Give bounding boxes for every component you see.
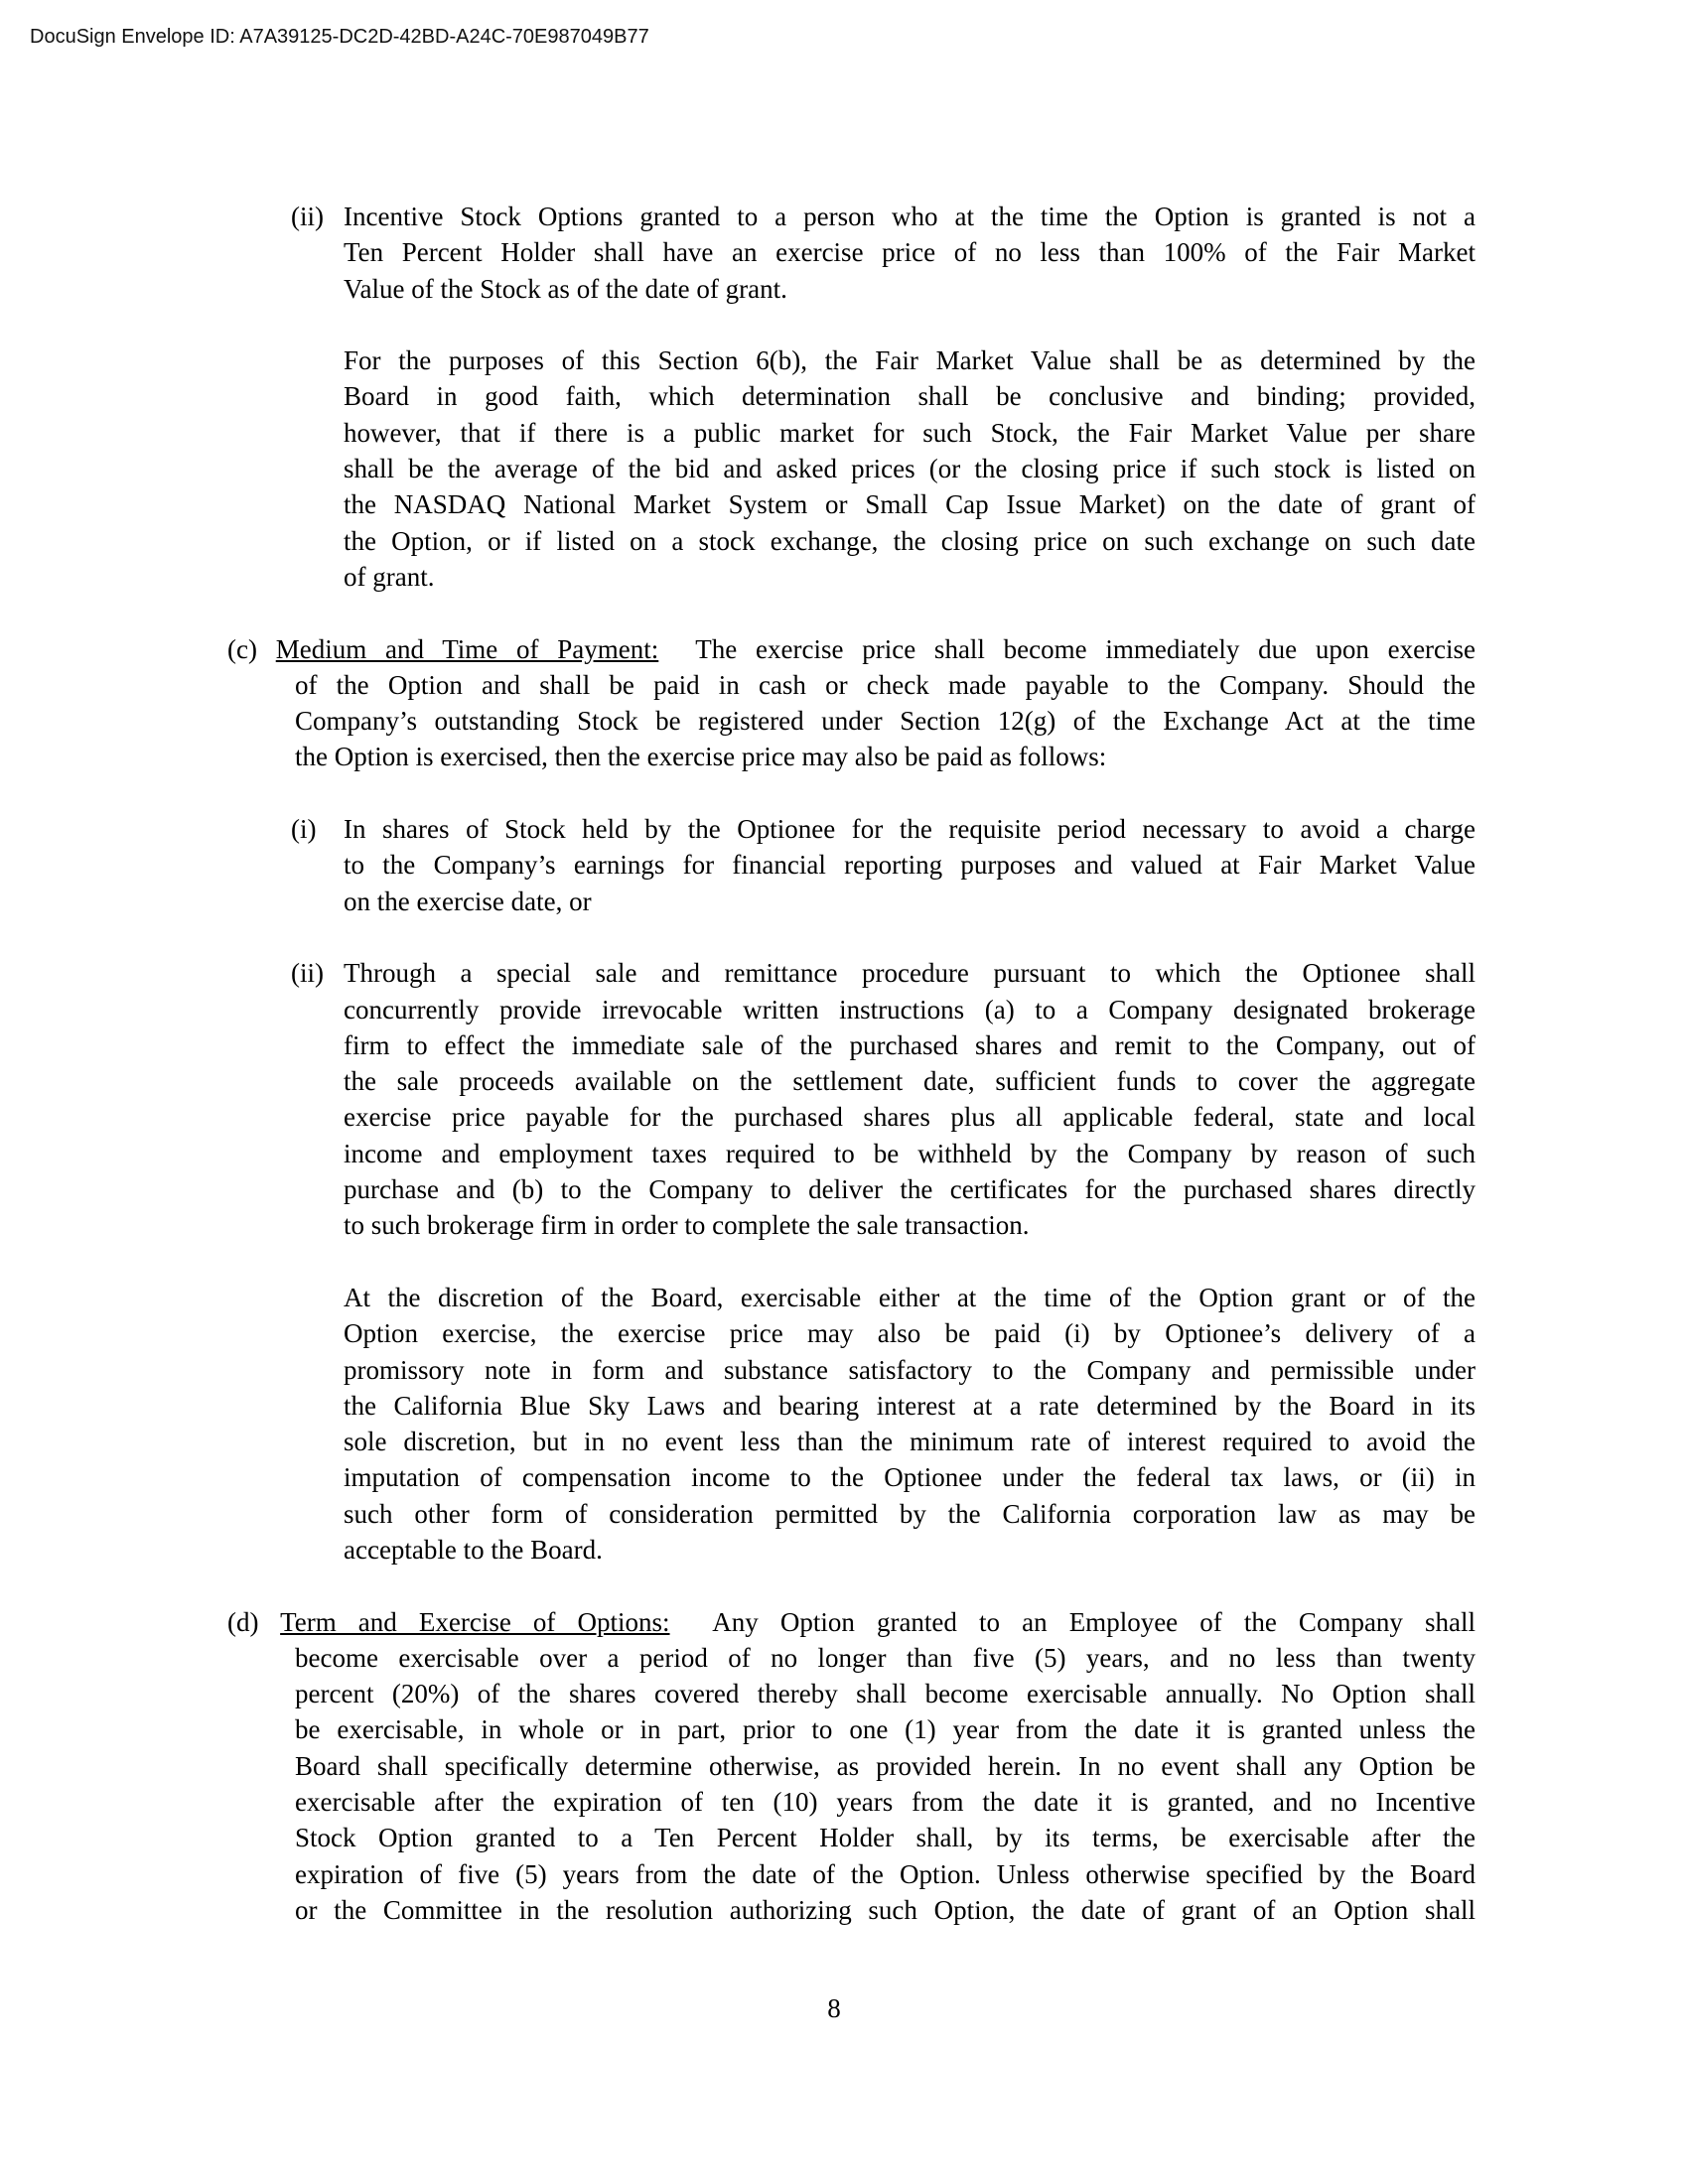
text-line — [344, 486, 1476, 522]
text-line — [295, 1676, 1476, 1711]
text-line — [295, 1892, 1476, 1928]
line-text: Through a special sale and remittance procedure pursuant to which the Optionee shall — [344, 958, 1476, 989]
line-text: of grant. — [344, 561, 435, 592]
text-line — [344, 415, 1476, 451]
section-label: (c) — [227, 633, 257, 664]
subsection-item — [0, 811, 1688, 919]
text-line — [344, 1424, 1476, 1459]
text-line — [295, 1640, 1476, 1676]
line-text: income and employment taxes required to be withheld by the Company by reason of such — [344, 1138, 1476, 1168]
line-text: the Option is exercised, then the exercise price may also be paid as follows: — [295, 742, 1107, 772]
line-text: shall be the average of the bid and asked prices (or the closing price if such stock is listed on — [344, 454, 1476, 484]
line-text: Board in good faith, which determination shall be conclusive and binding; provided, — [344, 381, 1476, 412]
text-line — [344, 847, 1476, 883]
line-text: Any Option granted to an Employee of the Company shall — [712, 1606, 1477, 1637]
line-text: concurrently provide irrevocable written instructions (a) to a Company designated brokerage — [344, 994, 1476, 1024]
text-line — [344, 1315, 1476, 1351]
line-text: The exercise price shall become immediately due upon exercise — [695, 633, 1477, 664]
text-line — [295, 1820, 1476, 1855]
line-text: Board shall specifically determine otherwise, as provided herein. In no event shall any Option be — [295, 1750, 1476, 1781]
line-text: Value of the Stock as of the date of grant. — [344, 273, 787, 304]
item-label: (ii) — [291, 958, 324, 989]
text-line — [344, 1063, 1476, 1099]
text-line — [291, 199, 1476, 234]
text-line — [295, 1711, 1476, 1747]
line-text: Option exercise, the exercise price may also be paid (i) by Optionee’s delivery of a — [344, 1318, 1476, 1349]
line-text: however, that if there is a public market for such Stock, the Fair Market Value per share — [344, 417, 1476, 448]
line-text: the California Blue Sky Laws and bearing interest at a rate determined by the Board in its — [344, 1390, 1476, 1421]
text-line — [344, 1388, 1476, 1424]
text-line — [295, 739, 1476, 774]
line-text: acceptable to the Board. — [344, 1534, 603, 1565]
section-paragraph — [0, 631, 1688, 775]
text-line — [295, 1784, 1476, 1820]
text-line — [291, 955, 1476, 991]
line-text: Incentive Stock Options granted to a person who at the time the Option is granted is not a — [344, 202, 1476, 231]
line-text: For the purposes of this Section 6(b), the Fair Market Value shall be as determined by the — [344, 345, 1476, 376]
text-line — [344, 234, 1476, 270]
line-text: become exercisable over a period of no longer than five (5) years, and no less than twenty — [295, 1642, 1476, 1673]
text-line — [295, 1748, 1476, 1784]
text-line — [295, 667, 1476, 703]
line-text: the NASDAQ National Market System or Small Cap Issue Market) on the date of grant of — [344, 489, 1476, 520]
line-text: promissory note in form and substance satisfactory to the Company and permissible under — [344, 1354, 1476, 1385]
text-line — [227, 631, 1476, 667]
section-label: (d) — [227, 1606, 259, 1637]
item-label: (ii) — [291, 202, 324, 231]
text-line — [344, 451, 1476, 486]
line-text: At the discretion of the Board, exercisable either at the time of the Option grant or of the — [344, 1282, 1476, 1312]
section-heading: Medium and Time of Payment: — [275, 633, 659, 664]
line-text: In shares of Stock held by the Optionee for the requisite period necessary to avoid a charge — [344, 814, 1476, 845]
line-text: Stock Option granted to a Ten Percent Holder shall, by its terms, be exercisable after the — [295, 1823, 1476, 1853]
text-line — [295, 1856, 1476, 1892]
section-paragraph — [0, 1604, 1688, 1929]
subsection-item — [0, 199, 1688, 307]
section-heading: Term and Exercise of Options: — [280, 1606, 670, 1637]
text-line — [344, 342, 1476, 378]
line-text: of the Option and shall be paid in cash or check made payable to the Company. Should the — [295, 669, 1476, 700]
line-text: the Option, or if listed on a stock exchange, the closing price on such exchange on such date — [344, 525, 1476, 556]
text-line — [344, 523, 1476, 559]
text-line — [344, 1136, 1476, 1171]
line-text: to such brokerage firm in order to complete the sale transaction. — [344, 1210, 1030, 1241]
text-line — [344, 1280, 1476, 1315]
text-line — [344, 1352, 1476, 1388]
item-label: (i) — [291, 814, 317, 845]
line-text: expiration of five (5) years from the date of the Option. Unless otherwise specified by the Board — [295, 1858, 1476, 1889]
line-text: percent (20%) of the shares covered thereby shall become exercisable annually. No Option shall — [295, 1679, 1476, 1709]
text-line — [291, 811, 1476, 847]
line-text: purchase and (b) to the Company to deliver the certificates for the purchased shares directly — [344, 1174, 1476, 1205]
line-text: be exercisable, in whole or in part, prior to one (1) year from the date it is granted unless the — [295, 1714, 1476, 1745]
line-text: sole discretion, but in no event less than the minimum rate of interest required to avoid the — [344, 1427, 1476, 1457]
line-text: the sale proceeds available on the settlement date, sufficient funds to cover the aggregate — [344, 1066, 1476, 1097]
text-line — [344, 1027, 1476, 1063]
paragraph — [0, 342, 1688, 595]
line-text: or the Committee in the resolution authorizing such Option, the date of grant of an Option shall — [295, 1894, 1476, 1925]
line-text: Ten Percent Holder shall have an exercise price of no less than 100% of the Fair Market — [344, 237, 1476, 268]
line-text: Company’s outstanding Stock be registered under Section 12(g) of the Exchange Act at the time — [295, 706, 1476, 737]
text-line — [344, 1099, 1476, 1135]
text-line — [344, 1207, 1476, 1243]
text-line — [344, 378, 1476, 414]
text-line — [344, 884, 1476, 919]
text-line — [344, 271, 1476, 307]
document-body — [0, 199, 1688, 1965]
line-text: exercise price payable for the purchased shares plus all applicable federal, state and local — [344, 1102, 1476, 1133]
subsection-item — [0, 955, 1688, 1243]
line-text: exercisable after the expiration of ten (10) years from the date it is granted, and no Incentive — [295, 1787, 1476, 1818]
line-text: on the exercise date, or — [344, 886, 592, 916]
text-line — [344, 1171, 1476, 1207]
paragraph — [0, 1280, 1688, 1568]
text-line — [344, 1496, 1476, 1532]
text-line — [344, 1459, 1476, 1495]
page-number: 8 — [827, 1993, 841, 2023]
line-text: imputation of compensation income to the Optionee under the federal tax laws, or (ii) in — [344, 1462, 1476, 1493]
text-line — [344, 992, 1476, 1027]
line-text: to the Company’s earnings for financial reporting purposes and valued at Fair Market Value — [344, 850, 1476, 881]
text-line — [344, 1532, 1476, 1568]
line-text: firm to effect the immediate sale of the purchased shares and remit to the Company, out of — [344, 1029, 1476, 1060]
docusign-envelope-id: DocuSign Envelope ID: A7A39125-DC2D-42BD-A24C-70E987049B77 — [30, 26, 649, 48]
text-line — [295, 703, 1476, 739]
text-line — [227, 1604, 1476, 1640]
text-line — [344, 559, 1476, 595]
line-text: such other form of consideration permitted by the California corporation law as may be — [344, 1498, 1476, 1529]
